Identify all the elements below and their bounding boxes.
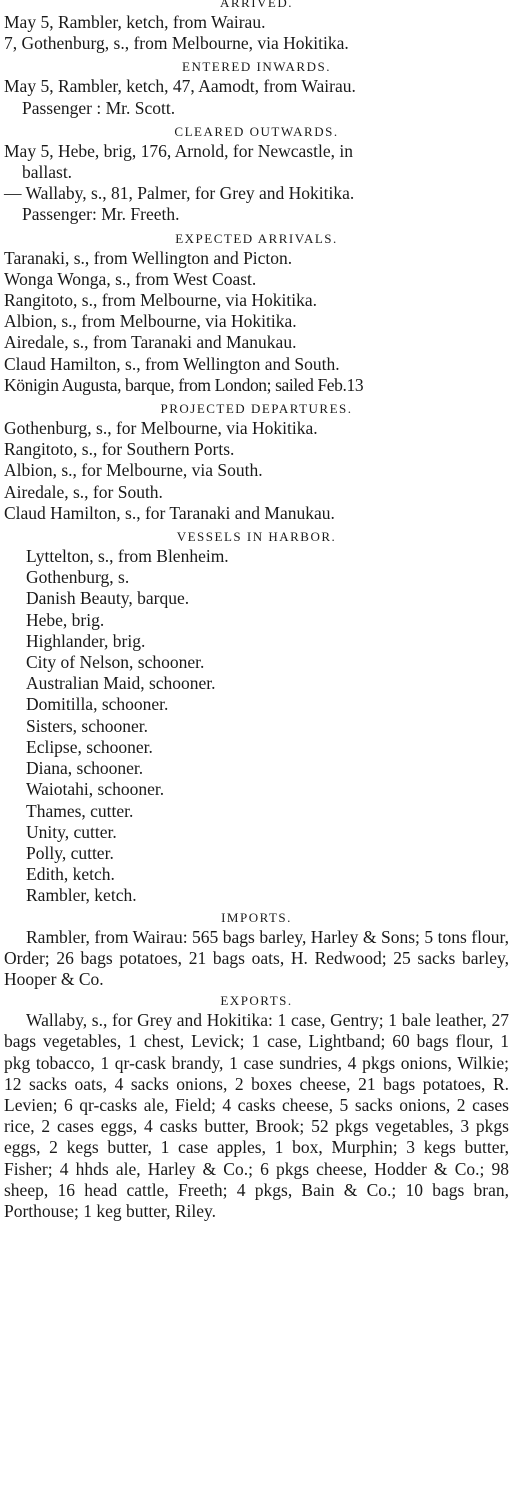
section-exports bbox=[4, 992, 509, 1222]
entry-line: Claud Hamilton, s., for Taranaki and Manukau. bbox=[4, 502, 335, 523]
entry-line: ballast. bbox=[22, 162, 73, 183]
entry-line: Polly, cutter. bbox=[26, 842, 114, 863]
entry-line: Claud Hamilton, s., from Wellington and South. bbox=[4, 353, 340, 374]
entry-line: Passenger : Mr. Scott. bbox=[22, 97, 176, 118]
exports-paragraph: Wallaby, s., for Grey and Hokitika: 1 case, Gentry; 1 bale leather, 27 bags vegetables, 1 chest, Levick; 1 case, Lightband; 60 bags flour, 1 pkg tobacco, 1 qr-cask brandy, 1 case sundries, 4 pkgs onions, Wilkie; 12 sacks oats, 4 sacks onions, 2 boxes cheese, 21 bags potatoes, R. Levien; 6 qr-casks ale, Field; 4 casks cheese, 5 sacks onions, 2 cases rice, 2 cases eggs, 4 casks butter, Brook; 52 pkgs vegetables, 3 pkgs eggs, 2 kegs butter, 1 case apples, 1 box, Murphin; 3 kegs butter, Fisher; 4 hhds ale, Harley & Co.; 6 pkgs cheese, Hodder & Co.; 98 sheep, 16 head cattle, Freeth; 4 pkgs, Bain & Co.; 10 bags bran, Porthouse; 1 keg butter, Riley. bbox=[4, 1010, 509, 1221]
entry-line: Eclipse, schooner. bbox=[26, 736, 153, 757]
section-imports bbox=[4, 909, 509, 991]
entry-line: Danish Beauty, barque. bbox=[26, 588, 190, 609]
entry-line: Taranaki, s., from Wellington and Picton. bbox=[4, 247, 293, 268]
section-entered-inwards bbox=[4, 58, 509, 118]
entry-line: Edith, ketch. bbox=[26, 864, 115, 885]
entry-line: Domitilla, schooner. bbox=[26, 694, 169, 715]
section-heading: CLEARED OUTWARDS. bbox=[174, 123, 339, 139]
entry-line: Airedale, s., for South. bbox=[4, 481, 163, 502]
section-heading: PROJECTED DEPARTURES. bbox=[160, 401, 353, 417]
entry-line: Australian Maid, schooner. bbox=[26, 673, 216, 694]
imports-paragraph: Rambler, from Wairau: 565 bags barley, Harley & Sons; 5 tons flour, Order; 26 bags potatoes, 21 bags oats, H. Redwood; 25 sacks barley, Hooper & Co. bbox=[4, 926, 509, 989]
entry-line: Airedale, s., from Taranaki and Manukau. bbox=[4, 332, 297, 353]
entry-line: May 5, Rambler, ketch, from Wairau. bbox=[4, 12, 266, 32]
section-heading: EXPECTED ARRIVALS. bbox=[175, 230, 338, 246]
entry-line: Rangitoto, s., for Southern Ports. bbox=[4, 439, 235, 460]
entry-line: Thames, cutter. bbox=[26, 800, 134, 821]
entry-line: Lyttelton, s., from Blenheim. bbox=[26, 546, 229, 567]
entry-line: Wonga Wonga, s., from West Coast. bbox=[4, 268, 257, 289]
section-vessels-in-harbor bbox=[4, 528, 509, 906]
section-heading: IMPORTS. bbox=[221, 909, 292, 925]
entry-line: — Wallaby, s., 81, Palmer, for Grey and Hokitika. bbox=[4, 183, 355, 204]
entry-line: Albion, s., for Melbourne, via South. bbox=[4, 460, 263, 481]
entry-line: Highlander, brig. bbox=[26, 630, 146, 651]
entry-line: May 5, Rambler, ketch, 47, Aamodt, from Wairau. bbox=[4, 76, 356, 97]
section-heading: EXPORTS. bbox=[220, 993, 293, 1009]
section-heading: VESSELS IN HARBOR. bbox=[176, 529, 337, 545]
section-heading: ARRIVED. bbox=[219, 0, 294, 10]
entry-line: Waiotahi, schooner. bbox=[26, 779, 165, 800]
entry-line: Albion, s., from Melbourne, via Hokitika. bbox=[4, 311, 297, 332]
entry-line: Rambler, ketch. bbox=[26, 885, 137, 906]
section-arrived bbox=[4, 0, 509, 54]
section-expected-arrivals bbox=[4, 230, 509, 396]
entry-line: May 5, Hebe, brig, 176, Arnold, for Newcastle, in bbox=[4, 140, 353, 161]
entry-line: 7, Gothenburg, s., from Melbourne, via Hokitika. bbox=[4, 33, 349, 54]
section-projected-departures bbox=[4, 400, 509, 524]
entry-line: City of Nelson, schooner. bbox=[26, 652, 205, 673]
entry-line: Diana, schooner. bbox=[26, 758, 144, 779]
entry-line: Passenger: Mr. Freeth. bbox=[22, 204, 180, 225]
section-heading: ENTERED INWARDS. bbox=[182, 59, 331, 75]
entry-line: Hebe, brig. bbox=[26, 609, 105, 630]
entry-line: Gothenburg, s., for Melbourne, via Hokitika. bbox=[4, 418, 318, 439]
entry-line: Sisters, schooner. bbox=[26, 715, 149, 736]
entry-line: Gothenburg, s. bbox=[26, 567, 130, 588]
entry-line: Unity, cutter. bbox=[26, 821, 117, 842]
entry-line: Königin Augusta, barque, from London; sailed Feb.13 bbox=[4, 374, 364, 395]
section-cleared-outwards bbox=[4, 123, 509, 226]
entry-line: Rangitoto, s., from Melbourne, via Hokitika. bbox=[4, 290, 318, 311]
